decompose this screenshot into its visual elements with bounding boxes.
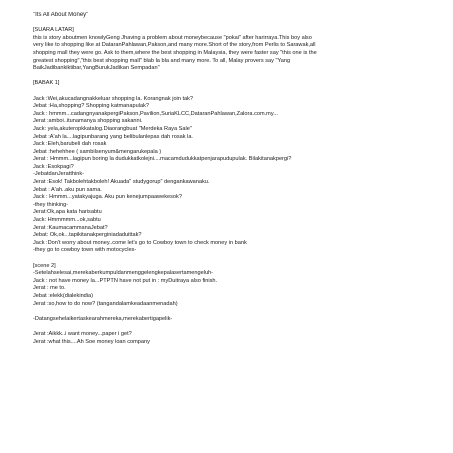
stage-direction: -Setelahselesai,merekaberkumpuldanmenggelengkepalasertamengeluh-	[33, 270, 214, 277]
dialogue-line: Jack :Wei,akucadangnakkeluar shopping la. Korangnak join tak?	[33, 95, 194, 102]
dialogue-line: Jebat : A'ah..aku pun sama.	[33, 186, 102, 193]
stage-direction: -they thinking-	[33, 201, 69, 208]
spacer	[33, 20, 435, 28]
dialogue-line: Jerat :so,how to do now? (tangandalamkeadaanmenadah)	[33, 300, 178, 307]
dialogue-line: Jack: yela,akuteropkkatalog.Diaorangbuat "Merdeka Raya Sale"	[33, 125, 192, 132]
dialogue-line: Jerat :what this....Ah Soe money loan company	[33, 338, 150, 345]
dialogue-line: Jack : hmmm...cadangnyanakpergiPakson,Pavilion,SuriaKLCC,DataranPahlawan,Zalora.com.my...	[33, 110, 278, 117]
spacer	[33, 255, 435, 263]
stage-direction: -Datangsehelaikertaskearahmereka,merekabertigapelik-	[33, 315, 173, 322]
dialogue-line: Jack: Hmmmmm...ok,sabtu	[33, 217, 101, 224]
suara-latar-paragraph	[33, 35, 435, 73]
dialogue-line: Jerat : me to.	[33, 285, 66, 292]
dialogue-line: Jebat :hehehhee ( sambilsenyum&mengarukepala )	[33, 148, 162, 155]
spacer	[33, 88, 435, 96]
paragraph-line: very like to shopping like at DataranPahlawan,Pakson,and many more.Short of the story,from Perlis to Sarawak,all	[33, 42, 316, 49]
dialogue-line: Jerat :Esok! Takbolehtakboleh! Akuada" studygorup" dengankawanaku.	[33, 179, 210, 186]
section-heading-suara-latar: [SUARA LATAR]	[33, 27, 74, 34]
stage-direction: -they go to cowboy town with motocycles-	[33, 247, 137, 254]
stage-direction: -JebatdanJeratthink-	[33, 171, 84, 178]
dialogue-line: Jebat :elekk(dialekindia)	[33, 292, 94, 299]
dialogue-line: Jerat :KaumacammanaJebat?	[33, 224, 108, 231]
paragraph-line: greatest shopping","this best shopping mall" blab la bla and many more. To all, Malay provers say "Yang	[33, 57, 291, 64]
section-heading-scene-2: [scene 2]	[33, 262, 56, 269]
dialogue-line: Jack :Esokpagi?	[33, 163, 74, 170]
dialogue-line: Jerat:Ok,apa kata harisabtu	[33, 209, 102, 216]
dialogue-line: Jerat :amboi..itunamanya shopping sakanni.	[33, 118, 143, 125]
paragraph-line: shopping mall they were go. Ask to them,where the best shopping in Malaysia, they were faster say "this one is the	[33, 49, 317, 56]
section-heading-babak-1: [BABAK 1]	[33, 80, 60, 87]
dialogue-line: Jebat :Ha,shopping? Shopping katmanapulak?	[33, 103, 149, 110]
document-title: "Its All About Money"	[33, 12, 89, 18]
spacer	[33, 73, 435, 81]
spacer	[33, 323, 435, 331]
dialogue-line: Jack :Don't worry about money..come let's go to Cowboy town to check money in bank	[33, 239, 247, 246]
spacer	[33, 308, 435, 316]
dialogue-line: Jack : not have money la...PTPTN have not put in : myDuitraya also finish.	[33, 277, 218, 284]
dialogue-line: Jerat :Aikkk..i want money...paper i get?	[33, 330, 132, 337]
scene-2-dialogue	[33, 270, 435, 346]
dialogue-line: Jack :Eleh,barubeli dah rosak	[33, 141, 107, 148]
paragraph-line: this is story aboutmen knowlyGeng Jhaving a problem about moneybecause "pokai" after harirraya.This boy also	[33, 34, 312, 41]
babak-1-dialogue	[33, 96, 435, 255]
dialogue-line: Jerat : Hmmm...lagipun boring la dudukkatkolejni....macamdudukkatpenjarapudupulak. Bilakitanakpergi?	[33, 156, 292, 163]
dialogue-line: Jebat: Ok,ok...tapikitanakperginiadaduittak?	[33, 232, 142, 239]
paragraph-line: BaikJadibankiktibar,YangBurukJadikan Sempadan"	[33, 65, 160, 72]
dialogue-line: Jack : Hmmm...yatakyajuga. Aku pun kenejumpaawekesok?	[33, 194, 182, 201]
dialogue-line: Jebat :A'ah la....lagipunbarang yang belibulanlepas dah rosak la.	[33, 133, 193, 140]
